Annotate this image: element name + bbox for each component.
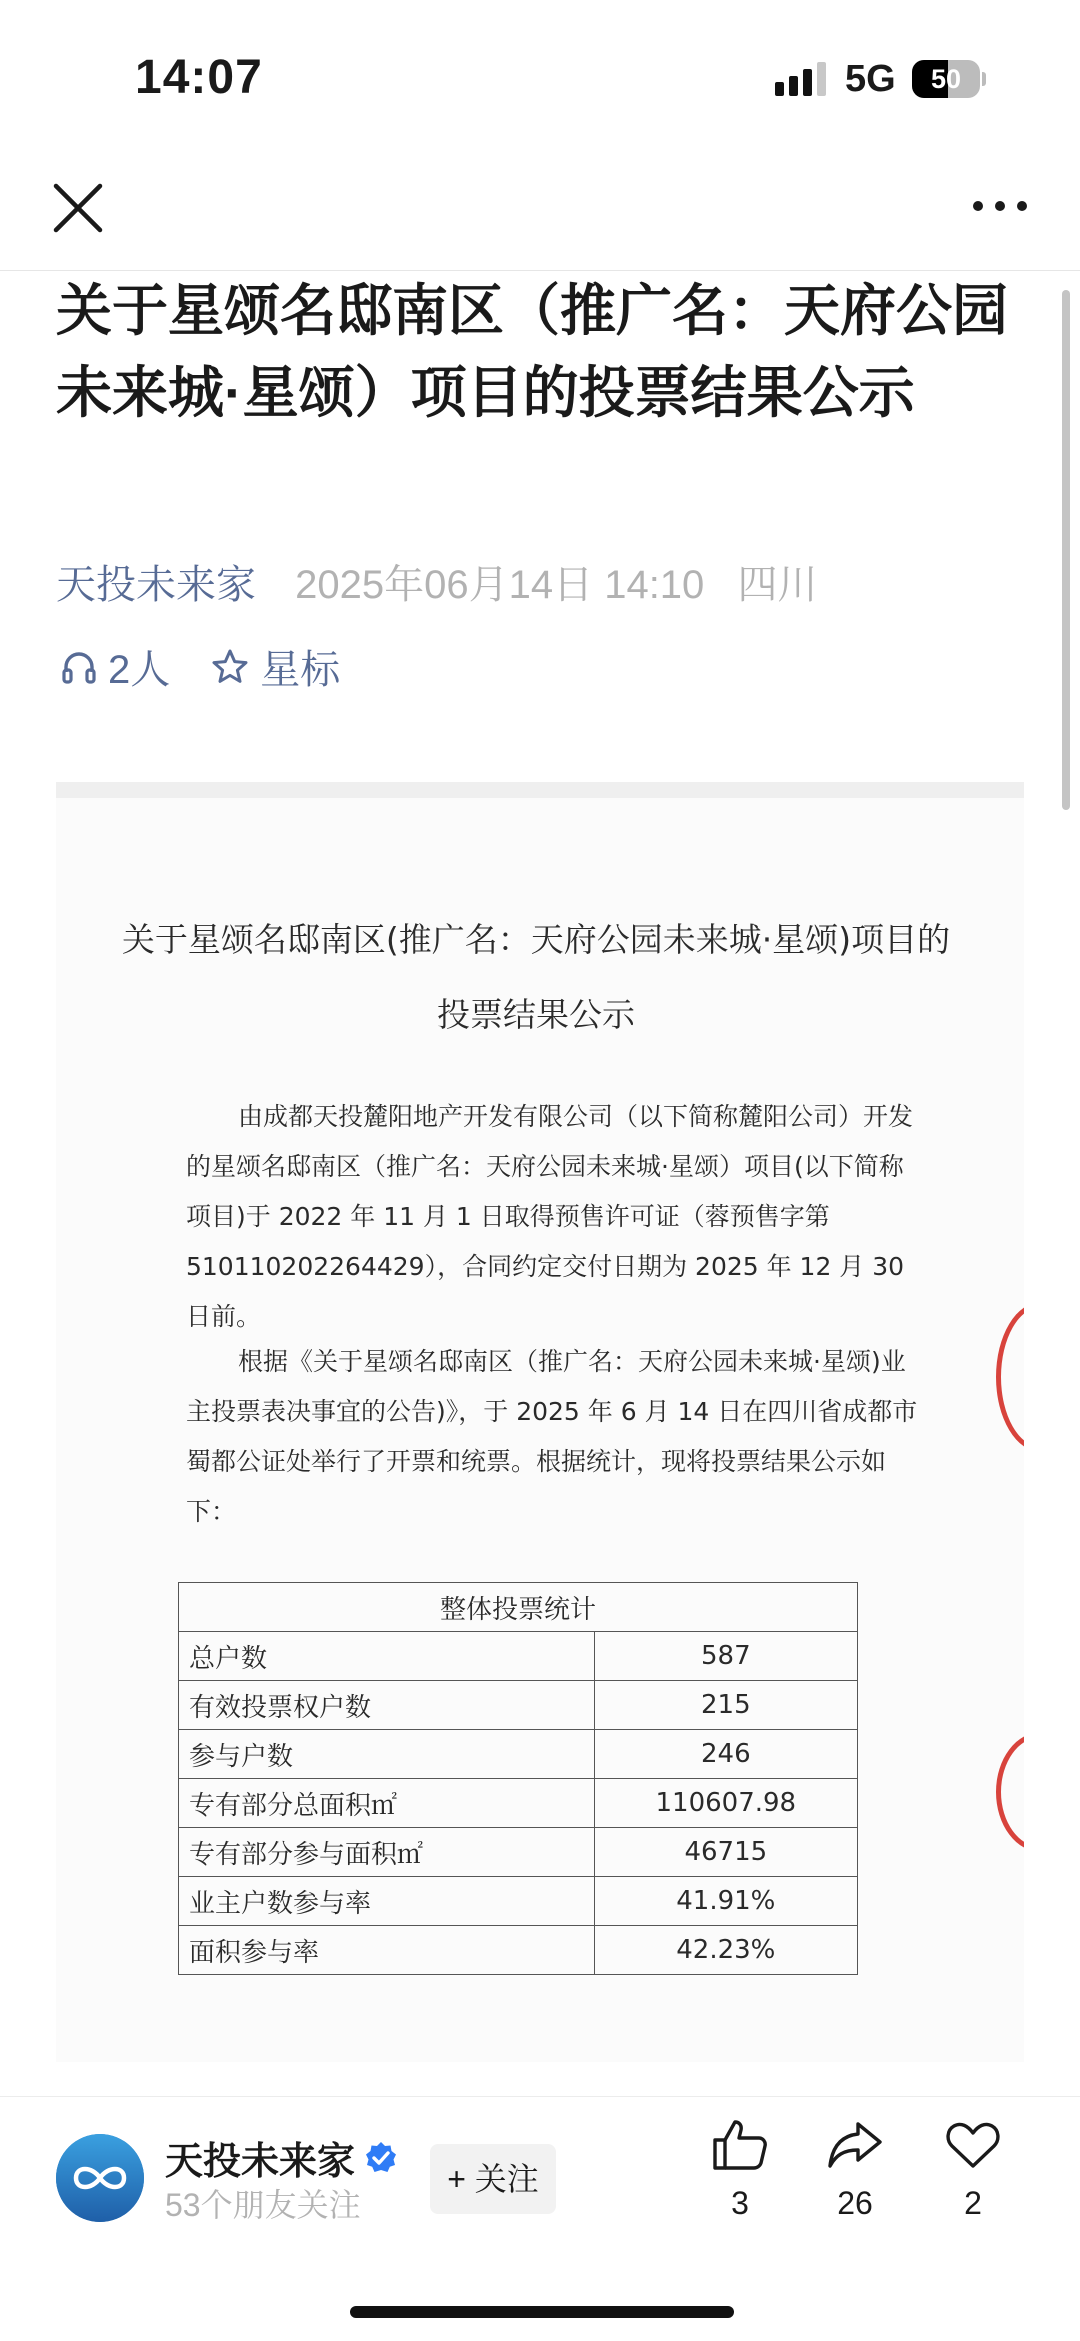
table-row xyxy=(179,1681,858,1730)
status-time: 14:07 xyxy=(135,51,263,104)
table-header-row xyxy=(179,1583,858,1632)
star-icon[interactable] xyxy=(210,647,250,687)
row-label: 总户数 xyxy=(179,1632,595,1681)
document-paragraph: 由成都天投麓阳地产开发有限公司（以下简称麓阳公司）开发的星颂名邸南区（推广名：天府公园未来城·星颂）项目(以下简称项目)于 2022 年 11 月 1 日取得预售许可证（蓉预售字第 510110202264429），合同约定交付日期为 2025 年 12 月 30 日前。 xyxy=(186,1102,914,1331)
table-row xyxy=(179,1828,858,1877)
thumbs-up-icon xyxy=(711,2118,769,2172)
table-row xyxy=(179,1877,858,1926)
share-arrow-icon xyxy=(826,2118,884,2172)
favorite-button[interactable] xyxy=(923,2118,1023,2222)
document-title: 关于星颂名邸南区(推广名：天府公园未来城·星颂)项目的投票结果公示 xyxy=(121,920,951,1034)
content-divider xyxy=(0,2096,1080,2097)
row-value: 587 xyxy=(594,1632,857,1681)
more-icon[interactable] xyxy=(970,190,1030,222)
listen-count[interactable]: 2人 xyxy=(108,648,171,692)
row-value: 246 xyxy=(594,1730,857,1779)
author-link[interactable]: 天投未来家 xyxy=(56,563,256,607)
verified-badge-icon xyxy=(363,2140,399,2176)
row-value: 42.23% xyxy=(594,1926,857,1975)
table-row xyxy=(179,1926,858,1975)
infinity-logo-icon xyxy=(56,2134,144,2222)
scrollbar[interactable] xyxy=(1062,290,1070,810)
vote-statistics-table xyxy=(178,1582,858,1975)
document-image[interactable] xyxy=(56,782,1024,2062)
battery-level: 50 xyxy=(930,64,962,94)
heart-icon xyxy=(944,2118,1002,2172)
table-row xyxy=(179,1632,858,1681)
article-meta xyxy=(56,553,817,610)
table-header: 整体投票统计 xyxy=(179,1583,858,1632)
like-count: 3 xyxy=(731,2185,749,2221)
red-seal-stamp xyxy=(996,1302,1024,1452)
row-value: 110607.98 xyxy=(594,1779,857,1828)
like-button[interactable] xyxy=(690,2118,790,2222)
article-actions-row xyxy=(60,638,340,695)
row-value: 41.91% xyxy=(594,1877,857,1926)
document-paragraph: 根据《关于星颂名邸南区（推广名：天府公园未来城·星颂)业主投票表决事宜的公告)》，于 2025 年 6 月 14 日在四川省成都市蜀都公证处举行了开票和统票。根据统计，现将投票结果公示如下： xyxy=(186,1347,918,1526)
row-label: 业主户数参与率 xyxy=(179,1877,595,1926)
close-icon[interactable] xyxy=(50,180,106,236)
battery-icon xyxy=(912,60,986,98)
row-value: 215 xyxy=(594,1681,857,1730)
row-label: 专有部分总面积㎡ xyxy=(179,1779,595,1828)
follow-button[interactable]: + 关注 xyxy=(430,2144,556,2214)
row-label: 面积参与率 xyxy=(179,1926,595,1975)
account-name[interactable] xyxy=(165,2130,399,2185)
red-seal-stamp xyxy=(996,1732,1024,1852)
headphones-icon xyxy=(60,648,98,686)
favorite-count: 2 xyxy=(964,2185,982,2221)
account-avatar[interactable] xyxy=(56,2134,144,2222)
star-label[interactable]: 星标 xyxy=(260,648,341,692)
publish-location: 四川 xyxy=(737,563,818,607)
network-label: 5G xyxy=(845,58,896,100)
row-label: 专有部分参与面积㎡ xyxy=(179,1828,595,1877)
share-button[interactable] xyxy=(805,2118,905,2222)
table-row xyxy=(179,1779,858,1828)
account-name-text[interactable]: 天投未来家 xyxy=(165,2141,356,2183)
home-indicator[interactable] xyxy=(350,2306,734,2318)
row-label: 有效投票权户数 xyxy=(179,1681,595,1730)
follower-count: 53个朋友关注 xyxy=(165,2187,361,2223)
table-row xyxy=(179,1730,858,1779)
signal-icon xyxy=(775,62,829,98)
article-title: 关于星颂名邸南区（推广名：天府公园未来城·星颂）项目的投票结果公示 xyxy=(56,279,1008,424)
row-value: 46715 xyxy=(594,1828,857,1877)
publish-datetime: 2025年06月14日 14:10 xyxy=(295,563,705,607)
share-count: 26 xyxy=(837,2185,873,2221)
row-label: 参与户数 xyxy=(179,1730,595,1779)
